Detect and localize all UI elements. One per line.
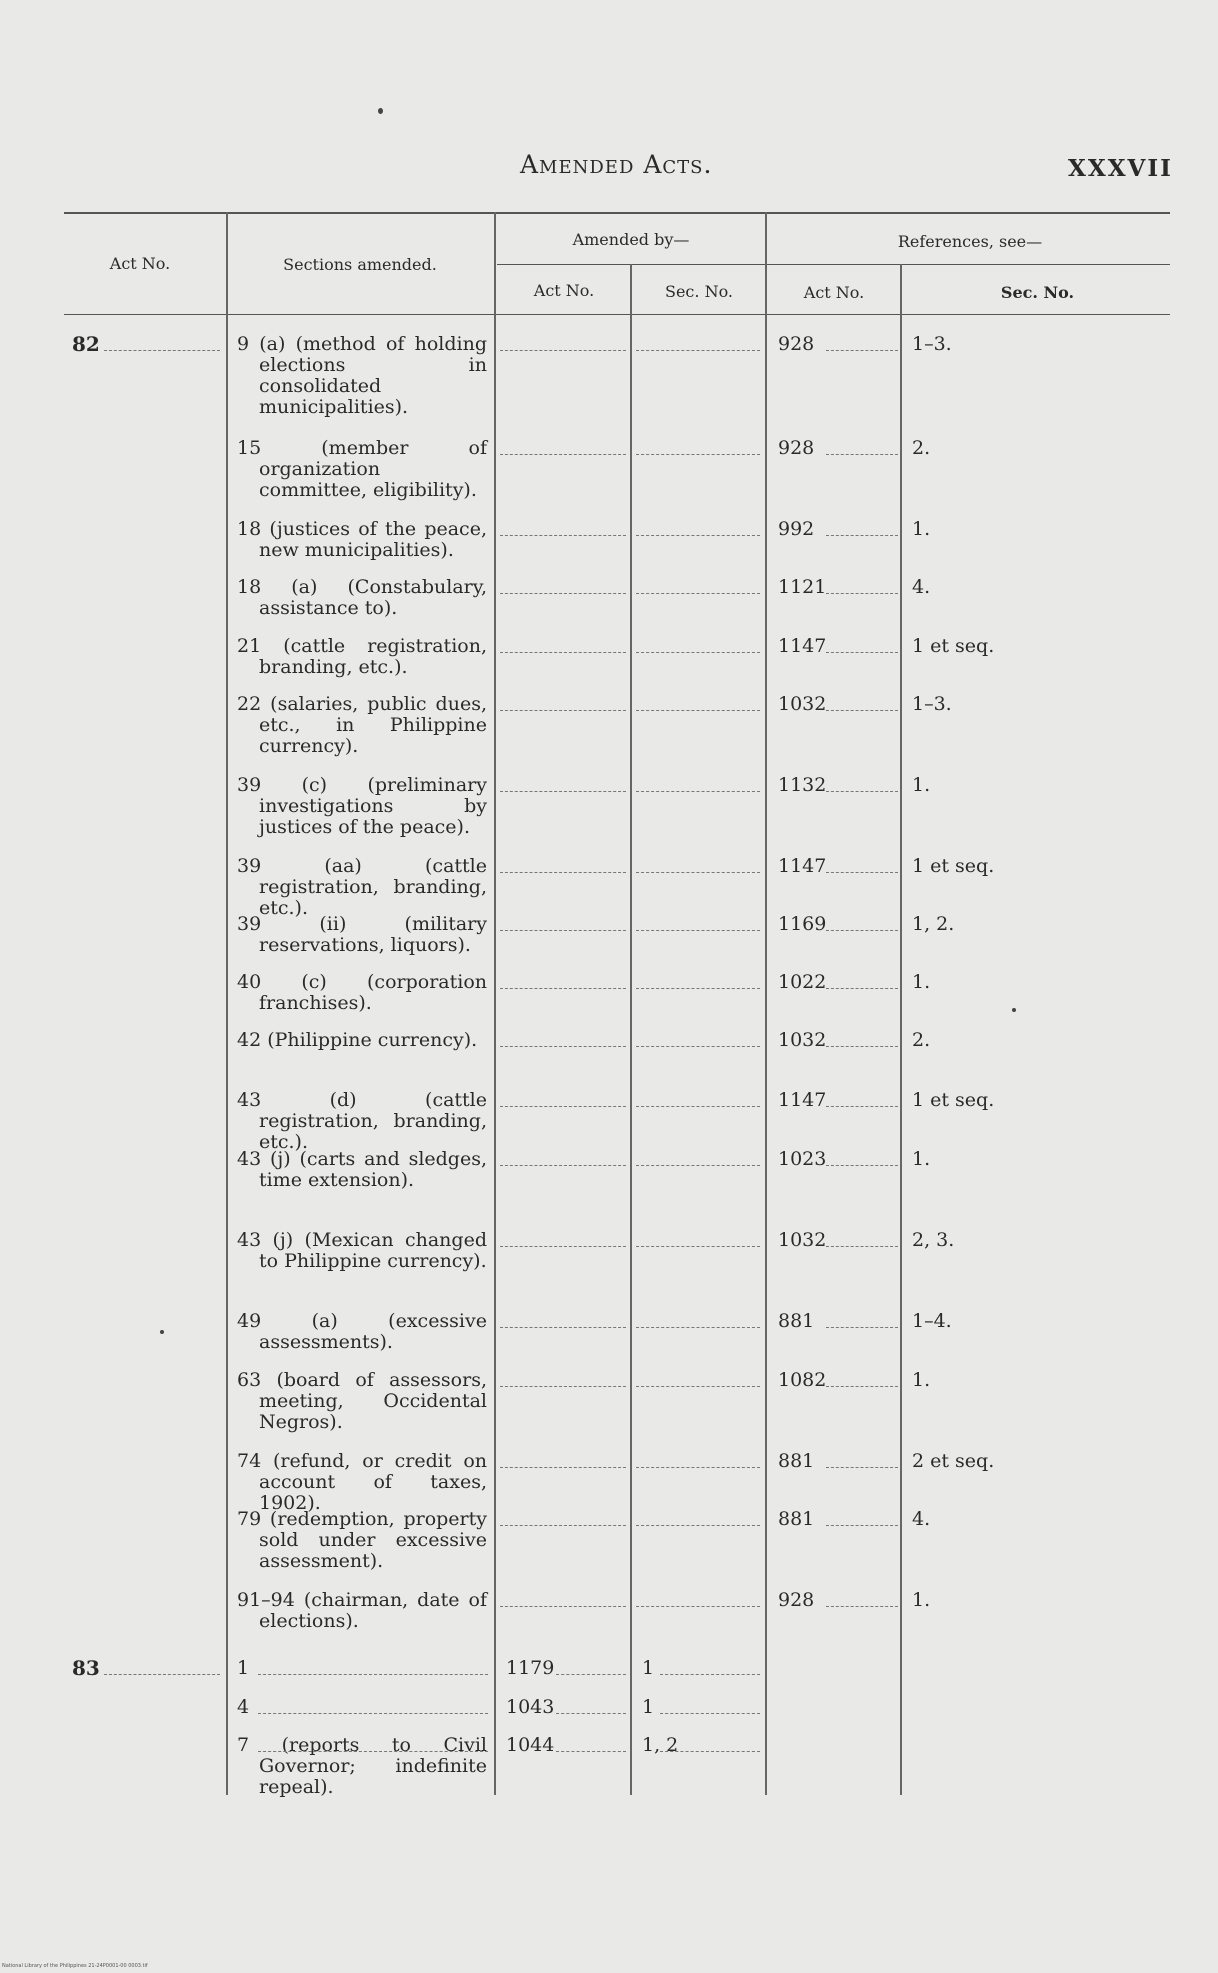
col-header-act-no: Act No.: [109, 254, 171, 273]
leader-dots: [500, 872, 626, 873]
leader-dots: [500, 350, 626, 351]
reference-sec-no: 2 et seq.: [912, 1450, 995, 1472]
section-amended-text: 39 (ii) (military reservations, liquors).: [237, 913, 487, 956]
leader-dots: [826, 593, 898, 594]
leader-dots: [636, 930, 760, 931]
page-number: XXXVII: [1068, 155, 1173, 182]
section-amended: [237, 577, 487, 619]
leader-dots: [636, 454, 760, 455]
section-amended-text: 22 (salaries, public dues, etc., in Philippine currency).: [237, 693, 487, 757]
reference-sec-no: 1 et seq.: [912, 1089, 995, 1111]
section-amended-text: 91–94 (chairman, date of elections).: [237, 1589, 487, 1632]
section-amended: [237, 914, 487, 956]
leader-dots: [500, 988, 626, 989]
reference-sec-no: 1.: [912, 971, 931, 993]
act-number: 82: [72, 332, 100, 356]
section-amended-text: 43 (j) (carts and sledges, time extension).: [237, 1148, 487, 1191]
leader-dots: [258, 1751, 488, 1752]
leader-dots: [258, 1674, 488, 1675]
leader-dots: [826, 1246, 898, 1247]
section-amended: [237, 972, 487, 1014]
leader-dots: [636, 1106, 760, 1107]
section-amended-text: 79 (redemption, property sold under excessive assessment).: [237, 1508, 487, 1572]
section-amended-text: 18 (justices of the peace, new municipalities).: [237, 518, 487, 561]
leader-dots: [826, 1165, 898, 1166]
leader-dots: [636, 791, 760, 792]
leader-dots: [636, 988, 760, 989]
section-amended: [237, 1697, 487, 1718]
reference-act-no: 928: [778, 333, 815, 355]
reference-sec-no: 2.: [912, 437, 931, 459]
leader-dots: [500, 454, 626, 455]
leader-dots: [500, 593, 626, 594]
reference-act-no: 881: [778, 1310, 815, 1332]
leader-dots: [500, 1165, 626, 1166]
leader-dots: [826, 454, 898, 455]
leader-dots: [500, 652, 626, 653]
header-sub-rule: [497, 264, 1170, 265]
reference-act-no: 1032: [778, 1229, 827, 1251]
leader-dots: [500, 1525, 626, 1526]
leader-dots: [258, 1713, 488, 1714]
section-amended-text: 74 (refund, or credit on account of taxes, 1902).: [237, 1450, 487, 1514]
reference-act-no: 1022: [778, 971, 827, 993]
leader-dots: [826, 1046, 898, 1047]
section-amended: [237, 334, 487, 418]
leader-dots: [636, 1046, 760, 1047]
section-amended: [237, 438, 487, 501]
reference-act-no: 1032: [778, 693, 827, 715]
leader-dots: [500, 1467, 626, 1468]
section-amended-text: 49 (a) (excessive assessments).: [237, 1310, 487, 1353]
section-amended-text: 18 (a) (Constabulary, assistance to).: [237, 576, 487, 619]
leader-dots: [826, 930, 898, 931]
reference-act-no: 992: [778, 518, 815, 540]
leader-dots: [556, 1674, 626, 1675]
amended-by-act-no: 1043: [506, 1696, 555, 1718]
section-amended-text: 63 (board of assessors, meeting, Occidental Negros).: [237, 1369, 487, 1433]
section-amended: [237, 1509, 487, 1572]
ink-speck: [1012, 1008, 1016, 1012]
section-amended-text: 9 (a) (method of holding elections in consolidated municipalities).: [237, 333, 487, 418]
amended-by-sec-no: 1: [642, 1696, 655, 1718]
leader-dots: [500, 1327, 626, 1328]
reference-act-no: 1147: [778, 635, 827, 657]
section-amended: [237, 1311, 487, 1353]
leader-dots: [556, 1751, 626, 1752]
section-amended: [237, 1030, 487, 1051]
section-amended-text: 15 (member of organization committee, eligibility).: [237, 437, 487, 501]
reference-act-no: 1147: [778, 1089, 827, 1111]
reference-act-no: 881: [778, 1508, 815, 1530]
section-amended-text: 43 (d) (cattle registration, branding, etc.).: [237, 1089, 487, 1153]
leader-dots: [636, 1327, 760, 1328]
leader-dots: [660, 1751, 760, 1752]
reference-sec-no: 1.: [912, 1589, 931, 1611]
leader-dots: [556, 1713, 626, 1714]
reference-sec-no: 1.: [912, 518, 931, 540]
leader-dots: [826, 535, 898, 536]
column-divider: [765, 212, 767, 1795]
leader-dots: [500, 1246, 626, 1247]
leader-dots: [826, 1525, 898, 1526]
section-amended-text: 1: [237, 1657, 250, 1679]
ink-speck: [378, 108, 383, 114]
section-amended: [237, 519, 487, 561]
col-header-sections-amended: Sections amended.: [283, 255, 437, 274]
section-amended: [237, 1590, 487, 1632]
leader-dots: [636, 1606, 760, 1607]
reference-act-no: 1121: [778, 576, 827, 598]
reference-sec-no: 1.: [912, 774, 931, 796]
col-header-amended-by: Amended by—: [572, 230, 690, 249]
ink-speck: [160, 1330, 164, 1334]
leader-dots: [636, 1525, 760, 1526]
reference-act-no: 1169: [778, 913, 827, 935]
reference-act-no: 1147: [778, 855, 827, 877]
section-amended: [237, 694, 487, 757]
section-amended-text: 40 (c) (corporation franchises).: [237, 971, 487, 1014]
leader-dots: [660, 1713, 760, 1714]
leader-dots: [636, 350, 760, 351]
leader-dots: [500, 1386, 626, 1387]
amended-by-sec-no: 1, 2: [642, 1734, 679, 1756]
amended-by-act-no: 1044: [506, 1734, 555, 1756]
leader-dots: [826, 1327, 898, 1328]
reference-act-no: 1023: [778, 1148, 827, 1170]
col-header-references: References, see—: [897, 232, 1043, 251]
reference-sec-no: 4.: [912, 1508, 931, 1530]
page-title: Amended Acts.: [520, 150, 713, 179]
leader-dots: [104, 350, 220, 351]
section-amended-text: 7 (reports to Civil Governor; indefinite repeal).: [237, 1734, 487, 1798]
leader-dots: [826, 1386, 898, 1387]
section-amended: [237, 1370, 487, 1433]
reference-sec-no: 2.: [912, 1029, 931, 1051]
leader-dots: [826, 872, 898, 873]
leader-dots: [826, 1606, 898, 1607]
reference-act-no: 1082: [778, 1369, 827, 1391]
section-amended: [237, 775, 487, 838]
leader-dots: [826, 791, 898, 792]
section-amended-text: 4: [237, 1696, 250, 1718]
col-header-references-act-no: Act No.: [803, 283, 865, 302]
section-amended-text: 43 (j) (Mexican changed to Philippine currency).: [237, 1229, 487, 1272]
table-top-rule: [64, 212, 1170, 214]
leader-dots: [636, 710, 760, 711]
section-amended: [237, 1658, 487, 1679]
reference-sec-no: 1 et seq.: [912, 635, 995, 657]
leader-dots: [500, 1606, 626, 1607]
reference-act-no: 881: [778, 1450, 815, 1472]
column-divider: [900, 264, 902, 1795]
leader-dots: [500, 535, 626, 536]
section-amended: [237, 856, 487, 919]
section-amended-text: 39 (c) (preliminary investigations by justices of the peace).: [237, 774, 487, 838]
section-amended: [237, 636, 487, 678]
reference-sec-no: 1–4.: [912, 1310, 952, 1332]
leader-dots: [500, 1046, 626, 1047]
leader-dots: [500, 791, 626, 792]
leader-dots: [826, 350, 898, 351]
footer-caption: National Library of the Philippines 21-24P0001-00 0003.tif: [2, 1963, 148, 1969]
leader-dots: [826, 710, 898, 711]
section-amended: [237, 1230, 487, 1272]
leader-dots: [826, 988, 898, 989]
leader-dots: [826, 652, 898, 653]
leader-dots: [500, 930, 626, 931]
col-header-amended-act-no: Act No.: [533, 281, 595, 300]
leader-dots: [636, 872, 760, 873]
reference-sec-no: 2, 3.: [912, 1229, 955, 1251]
leader-dots: [636, 652, 760, 653]
section-amended: [237, 1149, 487, 1191]
reference-sec-no: 1, 2.: [912, 913, 955, 935]
leader-dots: [636, 1386, 760, 1387]
reference-act-no: 928: [778, 1589, 815, 1611]
section-amended: [237, 1090, 487, 1153]
reference-sec-no: 1–3.: [912, 333, 952, 355]
leader-dots: [636, 593, 760, 594]
leader-dots: [500, 1106, 626, 1107]
leader-dots: [636, 1467, 760, 1468]
reference-sec-no: 1 et seq.: [912, 855, 995, 877]
reference-act-no: 1132: [778, 774, 827, 796]
reference-sec-no: 1–3.: [912, 693, 952, 715]
reference-sec-no: 4.: [912, 576, 931, 598]
col-header-amended-sec-no: Sec. No.: [665, 282, 733, 301]
leader-dots: [826, 1467, 898, 1468]
leader-dots: [500, 710, 626, 711]
act-number: 83: [72, 1656, 100, 1680]
reference-sec-no: 1.: [912, 1369, 931, 1391]
amended-by-sec-no: 1: [642, 1657, 655, 1679]
reference-act-no: 1032: [778, 1029, 827, 1051]
section-amended-text: 39 (aa) (cattle registration, branding, etc.).: [237, 855, 487, 919]
leader-dots: [636, 535, 760, 536]
reference-sec-no: 1.: [912, 1148, 931, 1170]
section-amended: [237, 1735, 487, 1798]
leader-dots: [104, 1674, 220, 1675]
section-amended: [237, 1451, 487, 1514]
reference-act-no: 928: [778, 437, 815, 459]
column-divider: [630, 264, 632, 1795]
column-divider: [494, 212, 496, 1795]
leader-dots: [636, 1165, 760, 1166]
col-header-references-sec-no: Sec. No.: [1000, 283, 1075, 302]
section-amended-text: 21 (cattle registration, branding, etc.).: [237, 635, 487, 678]
leader-dots: [636, 1246, 760, 1247]
amended-by-act-no: 1179: [506, 1657, 555, 1679]
column-divider: [226, 212, 228, 1795]
leader-dots: [826, 1106, 898, 1107]
leader-dots: [660, 1674, 760, 1675]
section-amended-text: 42 (Philippine currency).: [237, 1029, 478, 1051]
header-bottom-rule: [64, 314, 1170, 315]
